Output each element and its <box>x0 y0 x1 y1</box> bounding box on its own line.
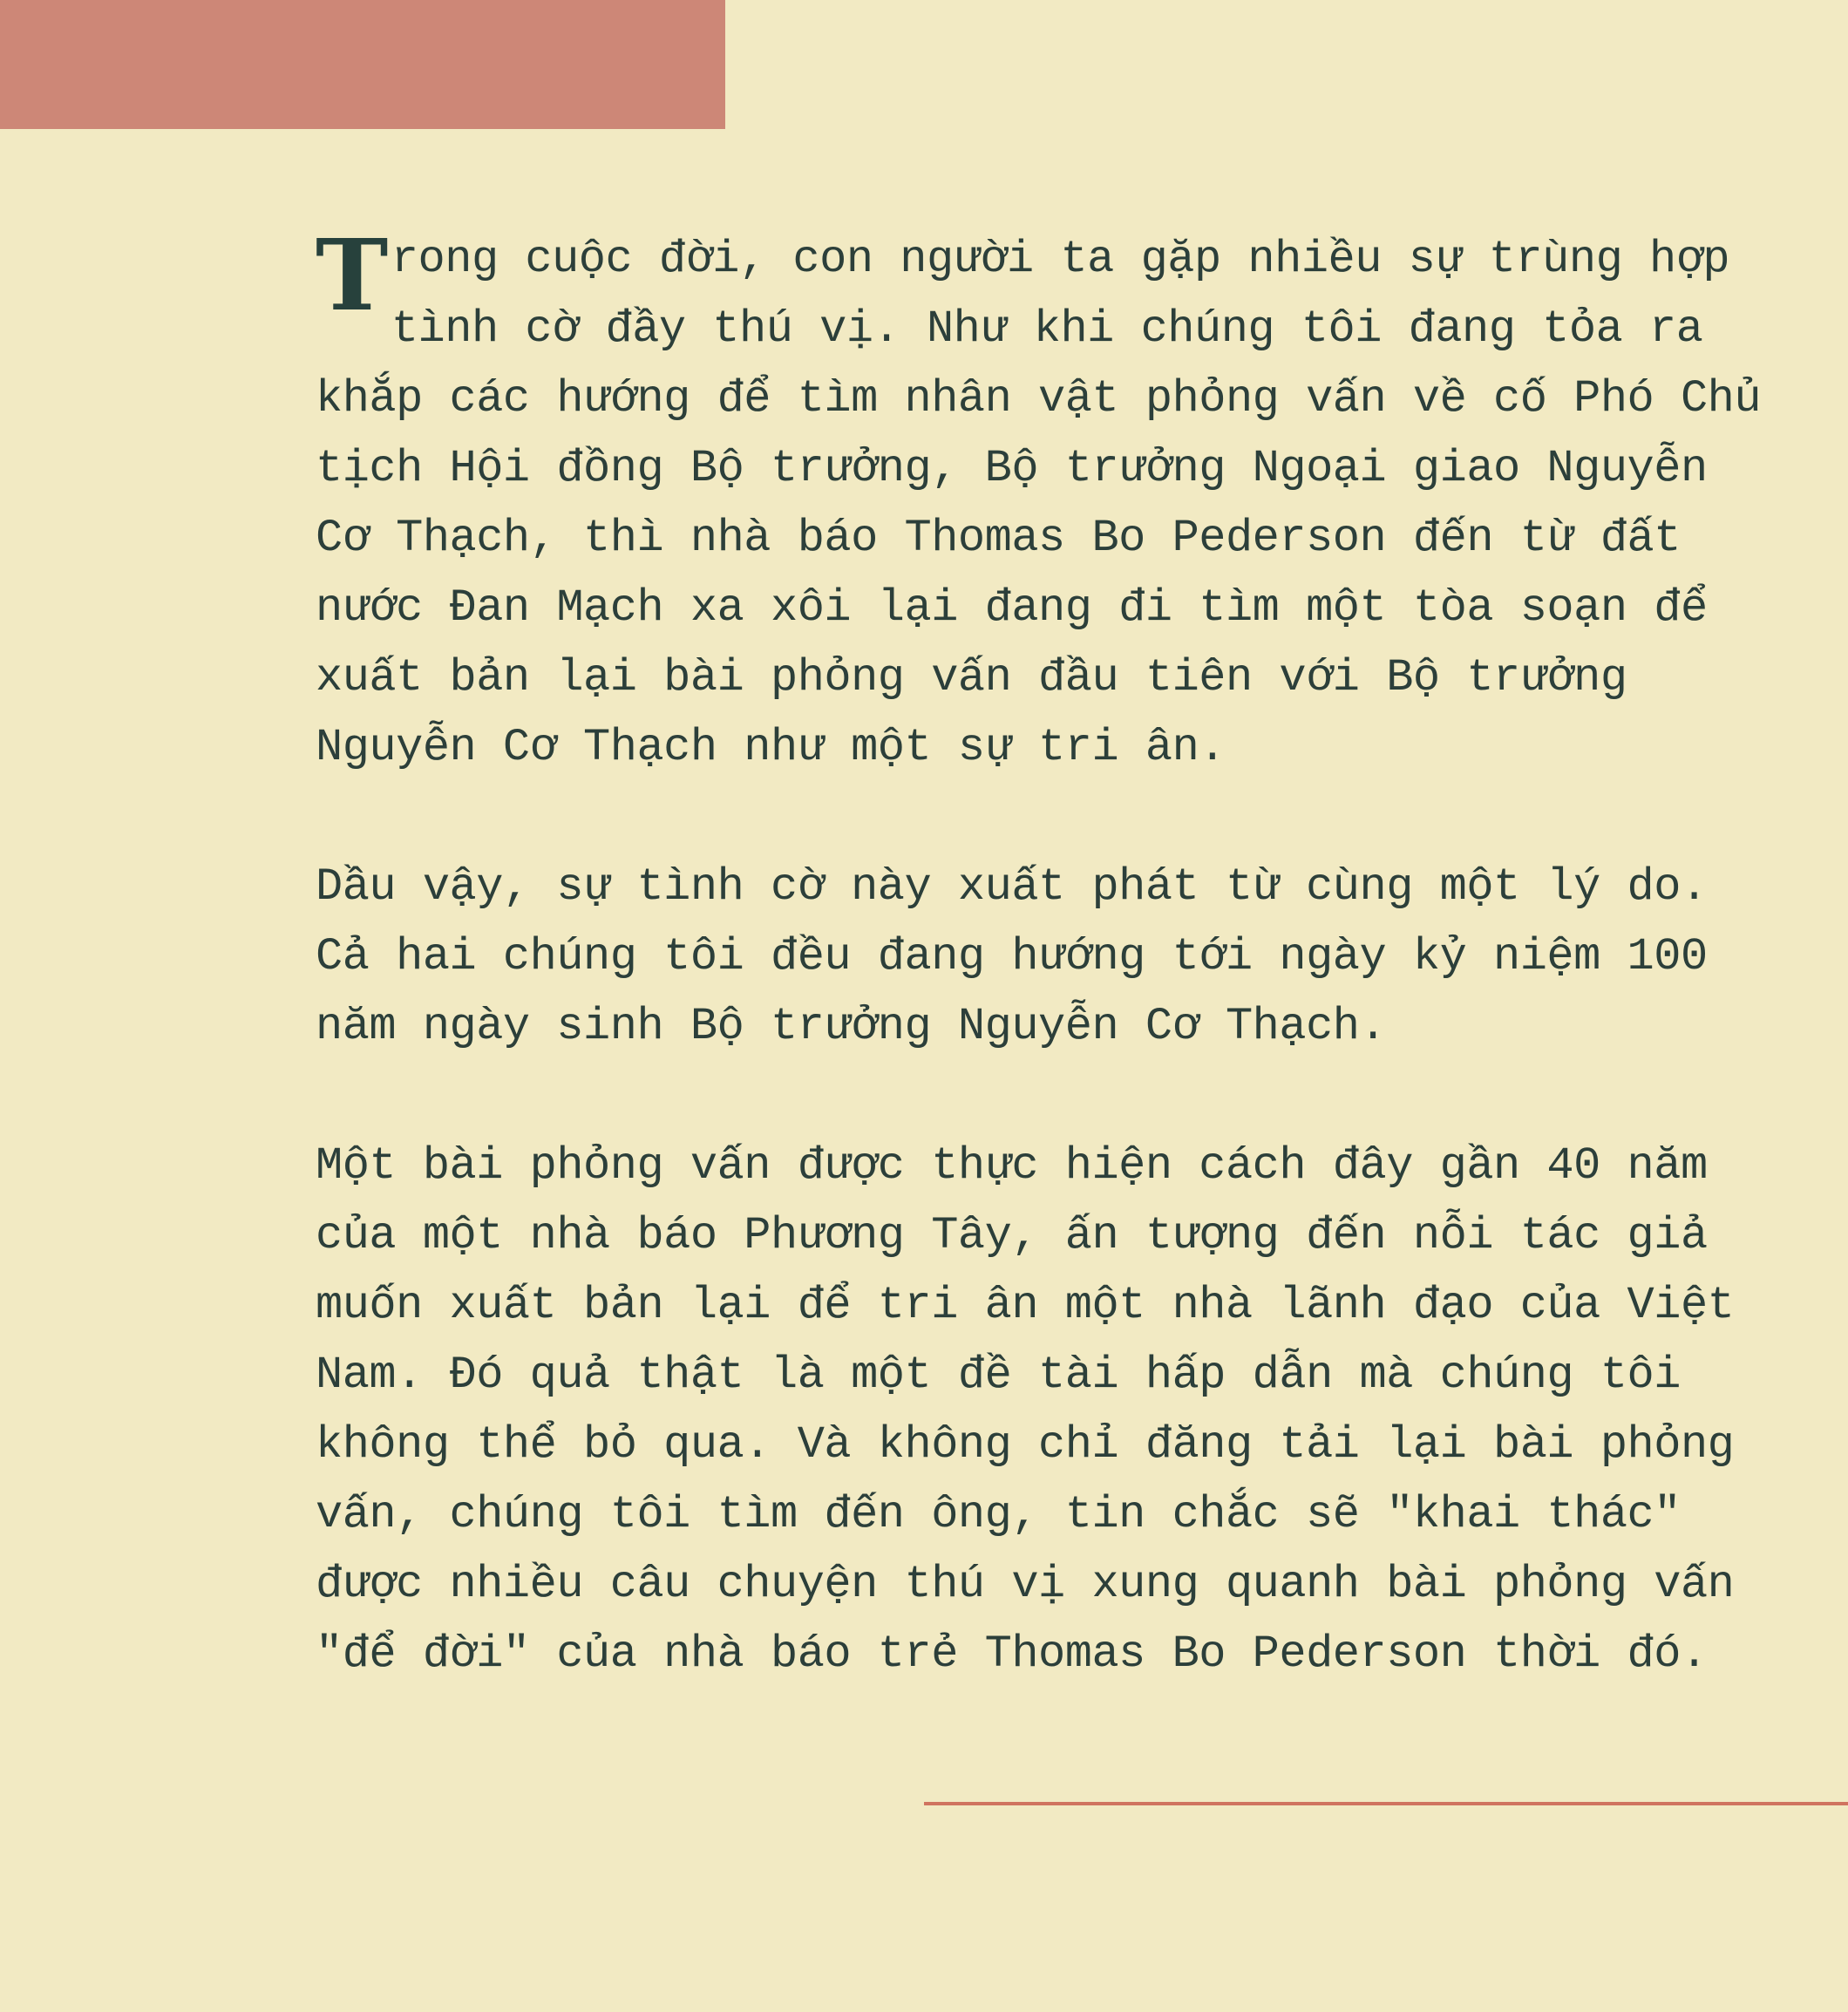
paragraph-3: Một bài phỏng vấn được thực hiện cách đây gần 40 năm của một nhà báo Phương Tây, ấn tượng đến nỗi tác giả muốn xuất bản lại để tri ân một nhà lãnh đạo của Việt Nam. Đó quả thật là một đề tài hấp dẫn mà chúng tôi không thể bỏ qua. Và không chỉ đăng tải lại bài phỏng vấn, chúng tôi tìm đến ông, tin chắc sẽ "khai thác" được nhiều câu chuyện thú vị xung quanh bài phỏng vấn "để đời" của nhà báo trẻ Thomas Bo Pederson thời đó. <box>316 1140 1735 1680</box>
article-body <box>316 219 1780 1759</box>
paragraph-1 <box>316 219 1780 783</box>
top-accent-block <box>0 0 725 129</box>
drop-cap: T <box>316 219 388 333</box>
paragraph-2: Dầu vậy, sự tình cờ này xuất phát từ cùng một lý do. Cả hai chúng tôi đều đang hướng tới ngày kỷ niệm 100 năm ngày sinh Bộ trưởng Nguyễn Cơ Thạch. <box>316 861 1708 1052</box>
bottom-divider <box>924 1802 1848 1805</box>
paragraph-1-text: rong cuộc đời, con người ta gặp nhiều sự trùng hợp tình cờ đầy thú vị. Như khi chúng tôi đang tỏa ra khắp các hướng để tìm nhân vật phỏng vấn về cố Phó Chủ tịch Hội đồng Bộ trưởng, Bộ trưởng Ngoại giao Nguyễn Cơ Thạch, thì nhà báo Thomas Bo Pederson đến từ đất nước Đan Mạch xa xôi lại đang đi tìm một tòa soạn để xuất bản lại bài phỏng vấn đầu tiên với Bộ trưởng Nguyễn Cơ Thạch như một sự tri ân. <box>316 234 1762 773</box>
